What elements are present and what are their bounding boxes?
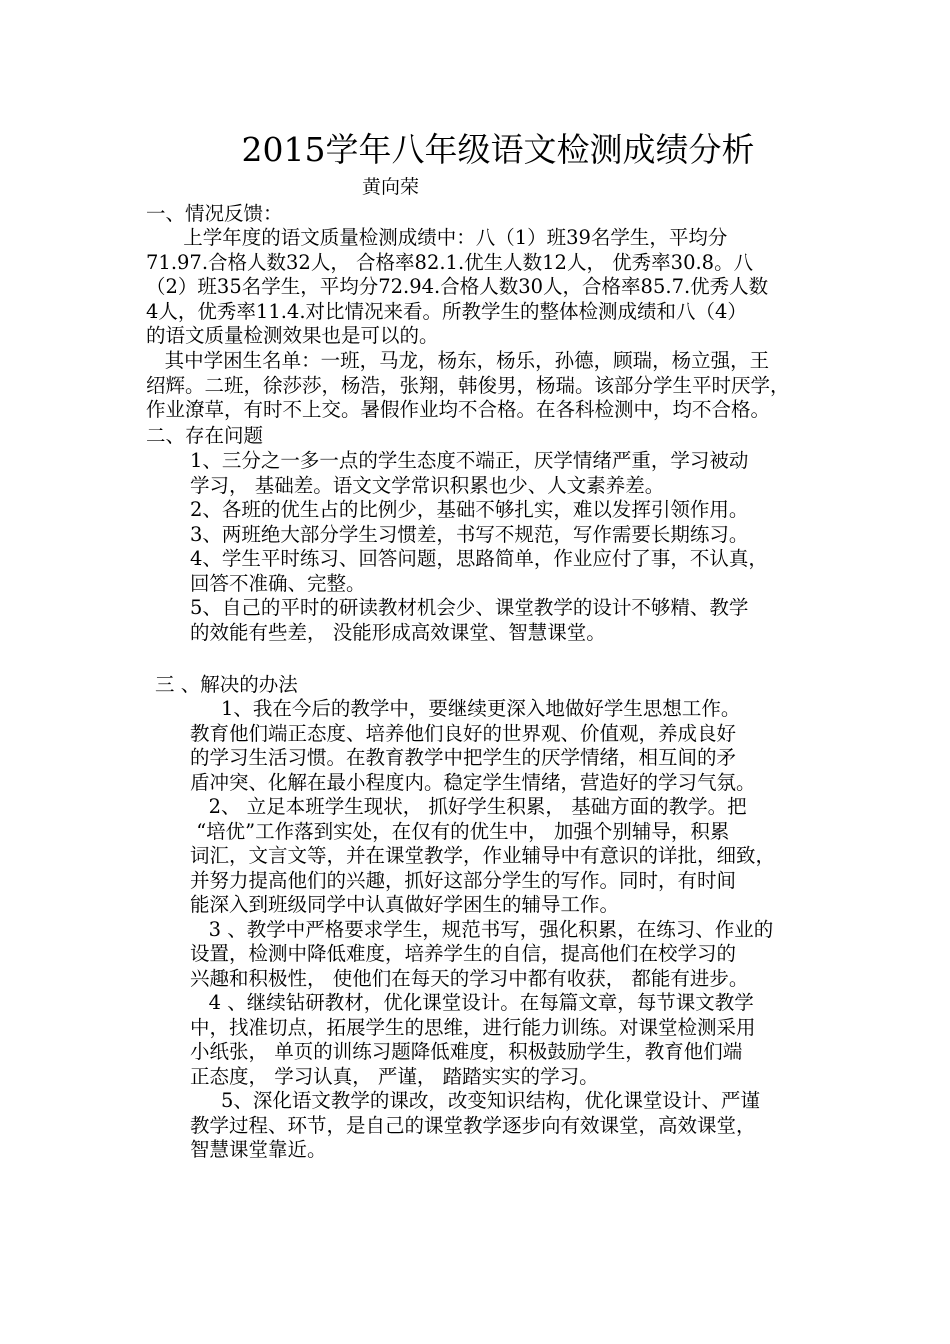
text-line: 智慧课堂靠近。 xyxy=(190,1138,327,1161)
text-line: （2）班35名学生，平均分72.94.合格人数30人，合格率85.7.优秀人数 xyxy=(146,275,769,298)
text-line: 4、学生平时练习、回答问题，思路简单，作业应付了事，不认真， xyxy=(190,547,768,570)
section-heading-feedback: 一、情况反馈： xyxy=(146,202,283,225)
document-title: 2015学年八年级语文检测成绩分析 xyxy=(241,130,755,169)
list-item xyxy=(190,697,820,795)
text-line: 上学年度的语文质量检测成绩中：八（1）班39名学生，平均分 xyxy=(146,226,728,249)
text-line: 绍辉。二班，徐莎莎，杨浩，张翔，韩俊男，杨瑞。该部分学生平时厌学， xyxy=(146,373,790,397)
text-line: 1、我在今后的教学中，要继续更深入地做好学生思想工作。 xyxy=(190,697,741,720)
text-line: 4 、继续钻研教材，优化课堂设计。在每篇文章，每节课文教学 xyxy=(190,991,754,1014)
paragraph-struggling-students xyxy=(146,349,836,423)
text-line: 兴趣和积极性， 使他们在每天的学习中都有收获， 都能有进步。 xyxy=(190,966,749,990)
text-line: 5、深化语文教学的课改，改变知识结构，优化课堂设计、严谨 xyxy=(190,1089,760,1112)
text-line: 的效能有些差， 没能形成高效课堂、智慧课堂。 xyxy=(190,620,606,644)
list-item xyxy=(190,498,820,523)
text-line: 3、两班绝大部分学生习惯差，书写不规范，写作需要长期练习。 xyxy=(190,522,749,546)
text-line: 词汇，文言文等，并在课堂教学，作业辅导中有意识的详批，细致， xyxy=(190,844,776,867)
list-item xyxy=(190,991,820,1089)
list-item xyxy=(190,795,820,918)
text-line: 并努力提高他们的兴趣，抓好这部分学生的写作。同时，有时间 xyxy=(190,868,737,892)
paragraph-score-summary xyxy=(146,226,806,349)
text-line: 小纸张， 单页的训练习题降低难度，积极鼓励学生，教育他们端 xyxy=(190,1040,743,1063)
text-line: 2、 立足本班学生现状， 抓好学生积累， 基础方面的教学。把 xyxy=(190,795,747,818)
text-line: 设置，检测中降低难度，培养学生的自信，提高他们在校学习的 xyxy=(190,942,737,965)
text-line: 其中学困生名单：一班，马龙，杨东，杨乐，孙德，顾瑞，杨立强，王 xyxy=(146,349,770,372)
text-line: 4人，优秀率11.4.对比情况来看。所教学生的整体检测成绩和八（4） xyxy=(146,299,747,323)
list-item xyxy=(190,449,820,498)
text-line: 3 、教学中严格要求学生，规范书写，强化积累，在练习、作业的 xyxy=(190,917,774,941)
text-line: 的学习生活习惯。在教育教学中把学生的厌学情绪，相互间的矛 xyxy=(190,746,737,769)
section-heading-solutions: 三 、解决的办法 xyxy=(155,673,298,696)
text-line: 正态度， 学习认真， 严谨， 踏踏实实的学习。 xyxy=(190,1064,599,1088)
text-line: 盾冲突、化解在最小程度内。稳定学生情绪，营造好的学习气氛。 xyxy=(190,770,756,794)
list-item xyxy=(190,918,820,992)
document-author: 黄向荣 xyxy=(362,176,420,198)
text-line: 学习， 基础差。语文文学常识积累也少、人文素养差。 xyxy=(190,473,665,497)
text-line: “培优”工作落到实处，在仅有的优生中， 加强个别辅导，积累 xyxy=(190,819,730,843)
text-line: 1、三分之一多一点的学生态度不端正，厌学情绪严重，学习被动 xyxy=(190,449,749,472)
text-line: 作业潦草，有时不上交。暑假作业均不合格。在各科检测中，均不合格。 xyxy=(146,398,771,421)
solution-list xyxy=(190,697,820,1163)
text-line: 中，找准切点，拓展学生的思维，进行能力训练。对课堂检测采用 xyxy=(190,1015,756,1039)
text-line: 能深入到班级同学中认真做好学困生的辅导工作。 xyxy=(190,893,620,916)
text-line: 教育他们端正态度、培养他们良好的世界观、价值观，养成良好 xyxy=(190,721,737,745)
text-line: 2、各班的优生占的比例少，基础不够扎实，难以发挥引领作用。 xyxy=(190,498,749,521)
list-item xyxy=(190,1089,820,1163)
text-line: 的语文质量检测效果也是可以的。 xyxy=(146,324,439,347)
text-line: 5、自己的平时的研读教材机会少、课堂教学的设计不够精、教学 xyxy=(190,596,749,619)
text-line: 71.97.合格人数32人， 合格率82.1.优生人数12人， 优秀率30.8。八 xyxy=(146,250,754,274)
list-item xyxy=(190,523,820,548)
list-item xyxy=(190,596,820,645)
list-item xyxy=(190,547,820,596)
problem-list xyxy=(190,449,820,645)
text-line: 回答不准确、完整。 xyxy=(190,571,366,595)
section-heading-problems: 二、存在问题 xyxy=(146,424,264,447)
text-line: 教学过程、环节，是自己的课堂教学逐步向有效课堂，高效课堂， xyxy=(190,1113,756,1137)
